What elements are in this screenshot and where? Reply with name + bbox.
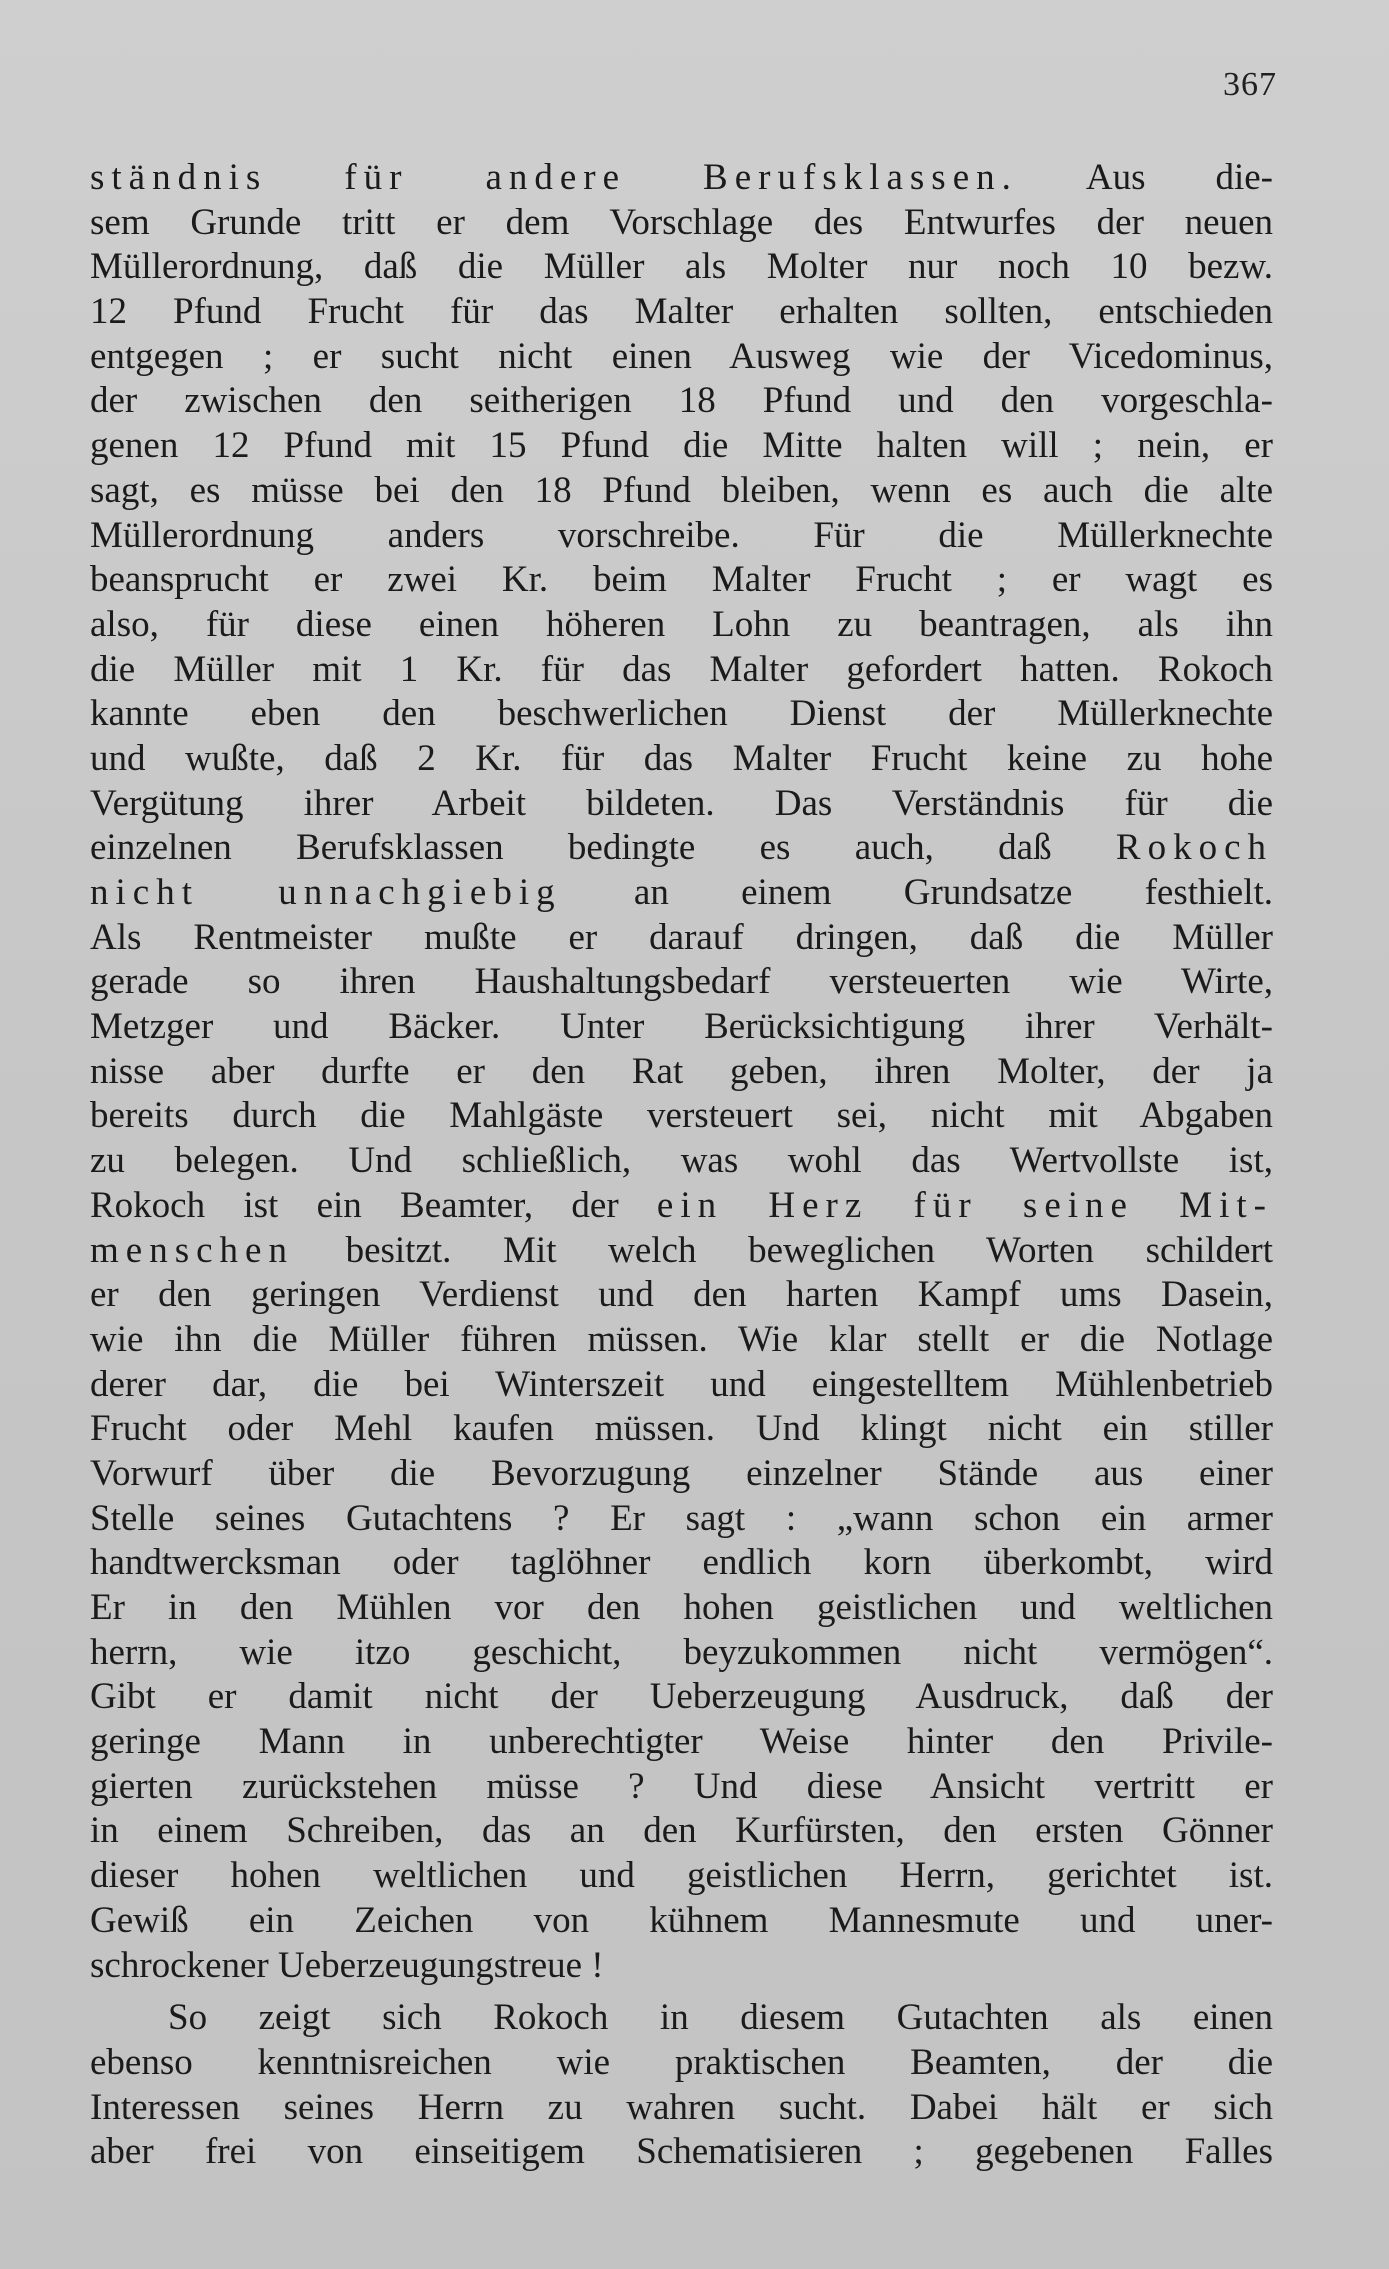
line-text: geringe Mann in unberechtigter Weise hinter den Privile- bbox=[90, 1721, 1273, 1763]
line-text: Vergütung ihrer Arbeit bildeten. Das Verständnis für die bbox=[90, 782, 1273, 824]
text-line bbox=[90, 1407, 1273, 1452]
line-text: Rokoch ist ein Beamter, der bbox=[90, 1184, 657, 1226]
line-text: Müllerordnung anders vorschreibe. Für die Müllerknechte bbox=[90, 514, 1273, 556]
text-line bbox=[90, 871, 1273, 916]
emphasized-spaced-text: ein Herz für seine Mit- bbox=[656, 1184, 1273, 1226]
line-text: er den geringen Verdienst und den harten Kampf ums Dasein, bbox=[90, 1274, 1273, 1316]
line-text: Als Rentmeister mußte er darauf dringen, daß die Müller bbox=[90, 916, 1273, 958]
emphasized-spaced-text: menschen bbox=[90, 1229, 294, 1271]
text-line bbox=[90, 1541, 1273, 1586]
line-text: kannte eben den beschwerlichen Dienst der Müllerknechte bbox=[90, 693, 1273, 735]
line-text: So zeigt sich Rokoch in diesem Gutachten als einen bbox=[168, 1997, 1273, 2039]
line-text: sem Grunde tritt er dem Vorschlage des Entwurfes der neuen bbox=[90, 201, 1273, 243]
line-text: die Müller mit 1 Kr. für das Malter gefordert hatten. Rokoch bbox=[90, 648, 1273, 690]
text-line bbox=[90, 648, 1273, 693]
text-line bbox=[90, 1050, 1273, 1095]
text-line bbox=[90, 1944, 1273, 1989]
line-text: zu belegen. Und schließlich, was wohl das Wertvollste ist, bbox=[90, 1140, 1273, 1182]
line-text: und wußte, daß 2 Kr. für das Malter Frucht keine zu hohe bbox=[90, 737, 1273, 779]
line-text: herrn, wie itzo geschicht, beyzukommen nicht vermögen“. bbox=[90, 1631, 1273, 1673]
line-text: Aus die- bbox=[1017, 157, 1273, 198]
text-line bbox=[90, 1139, 1273, 1184]
line-text: Metzger und Bäcker. Unter Berücksichtigung ihrer Verhält- bbox=[90, 1006, 1273, 1048]
paragraph-1 bbox=[90, 156, 1273, 1988]
text-line bbox=[90, 1631, 1273, 1676]
text-line bbox=[90, 335, 1273, 380]
paragraph-gap bbox=[90, 1988, 1273, 1996]
text-line bbox=[90, 826, 1273, 871]
line-text: ebenso kenntnisreichen wie praktischen Beamten, der die bbox=[90, 2041, 1273, 2083]
page-number: 367 bbox=[1223, 66, 1277, 103]
text-line bbox=[90, 1184, 1273, 1229]
text-line bbox=[90, 469, 1273, 514]
line-text: gierten zurückstehen müsse ? Und diese Ansicht vertritt er bbox=[90, 1765, 1273, 1807]
line-text: aber frei von einseitigem Schematisieren ; gegebenen Falles bbox=[90, 2131, 1273, 2173]
text-line bbox=[90, 960, 1273, 1005]
text-line bbox=[90, 1765, 1273, 1810]
line-text: beansprucht er zwei Kr. beim Malter Frucht ; er wagt es bbox=[90, 559, 1273, 601]
text-line bbox=[90, 1452, 1273, 1497]
line-text: 12 Pfund Frucht für das Malter erhalten sollten, entschieden bbox=[90, 291, 1273, 333]
line-text: dieser hohen weltlichen und geistlichen Herrn, gerichtet ist. bbox=[90, 1855, 1273, 1897]
line-text: Er in den Mühlen vor den hohen geistlichen und weltlichen bbox=[90, 1587, 1273, 1628]
text-line bbox=[90, 1675, 1273, 1720]
text-line bbox=[90, 737, 1273, 782]
line-text: derer dar, die bei Winterszeit und eingestelltem Mühlenbetrieb bbox=[90, 1363, 1273, 1405]
text-line bbox=[90, 1586, 1273, 1631]
text-line bbox=[90, 558, 1273, 603]
text-line bbox=[90, 245, 1273, 290]
text-line bbox=[90, 424, 1273, 469]
line-text: nisse aber durfte er den Rat geben, ihren Molter, der ja bbox=[90, 1050, 1273, 1092]
text-line bbox=[90, 1005, 1273, 1050]
text-line bbox=[90, 1899, 1273, 1944]
line-text: schrockener Ueberzeugungstreue ! bbox=[90, 1944, 604, 1986]
line-text: wie ihn die Müller führen müssen. Wie klar stellt er die Notlage bbox=[90, 1318, 1273, 1360]
text-line bbox=[90, 514, 1273, 559]
emphasized-spaced-text: Rokoch bbox=[1115, 827, 1273, 869]
text-line bbox=[90, 1854, 1273, 1899]
line-text: bereits durch die Mahlgäste versteuert sei, nicht mit Abgaben bbox=[90, 1095, 1273, 1137]
text-line bbox=[90, 916, 1273, 961]
line-text: genen 12 Pfund mit 15 Pfund die Mitte halten will ; nein, er bbox=[90, 425, 1273, 467]
text-line bbox=[90, 603, 1273, 648]
body-text bbox=[90, 156, 1273, 2175]
text-line bbox=[90, 782, 1273, 827]
text-line bbox=[90, 1996, 1273, 2041]
line-text: einzelnen Berufsklassen bedingte es auch, daß bbox=[90, 827, 1116, 869]
text-line bbox=[90, 379, 1273, 424]
text-line bbox=[90, 1720, 1273, 1765]
text-line bbox=[90, 1273, 1273, 1318]
line-text: an einem Grundsatze festhielt. bbox=[561, 872, 1273, 913]
text-line bbox=[90, 2041, 1273, 2086]
line-text: Müllerordnung, daß die Müller als Molter nur noch 10 bezw. bbox=[90, 246, 1273, 288]
line-text: entgegen ; er sucht nicht einen Ausweg wie der Vicedominus, bbox=[90, 335, 1273, 377]
text-line bbox=[90, 1094, 1273, 1139]
text-line bbox=[90, 1229, 1273, 1274]
text-line bbox=[90, 1363, 1273, 1408]
line-text: besitzt. Mit welch beweglichen Worten schildert bbox=[293, 1229, 1273, 1271]
line-text: Gewiß ein Zeichen von kühnem Mannesmute und uner- bbox=[90, 1899, 1273, 1941]
line-text: also, für diese einen höheren Lohn zu beantragen, als ihn bbox=[90, 603, 1273, 645]
text-line bbox=[90, 692, 1273, 737]
line-text: Stelle seines Gutachtens ? Er sagt : „wann schon ein armer bbox=[90, 1497, 1273, 1539]
text-line bbox=[90, 156, 1273, 201]
line-text: Interessen seines Herrn zu wahren sucht. Dabei hält er sich bbox=[90, 2086, 1273, 2128]
line-text: handtwercksman oder taglöhner endlich korn überkombt, wird bbox=[90, 1542, 1273, 1584]
text-line bbox=[90, 1809, 1273, 1854]
text-line bbox=[90, 201, 1273, 246]
text-line bbox=[90, 1318, 1273, 1363]
text-line bbox=[90, 2086, 1273, 2131]
line-text: der zwischen den seitherigen 18 Pfund und den vorgeschla- bbox=[90, 380, 1273, 422]
line-text: sagt, es müsse bei den 18 Pfund bleiben, wenn es auch die alte bbox=[90, 469, 1273, 511]
line-text: gerade so ihren Haushaltungsbedarf versteuerten wie Wirte, bbox=[90, 961, 1273, 1003]
text-line bbox=[90, 1497, 1273, 1542]
paragraph-2 bbox=[90, 1996, 1273, 2175]
line-text: Frucht oder Mehl kaufen müssen. Und klingt nicht ein stiller bbox=[90, 1408, 1273, 1450]
text-line bbox=[90, 2130, 1273, 2175]
line-text: in einem Schreiben, das an den Kurfürsten, den ersten Gönner bbox=[90, 1810, 1273, 1852]
line-text: Gibt er damit nicht der Ueberzeugung Ausdruck, daß der bbox=[90, 1676, 1273, 1718]
emphasized-spaced-text: nicht unnachgiebig bbox=[90, 872, 562, 913]
line-text: Vorwurf über die Bevorzugung einzelner Stände aus einer bbox=[90, 1452, 1273, 1494]
text-line bbox=[90, 290, 1273, 335]
emphasized-spaced-text: ständnis für andere Berufsklassen. bbox=[90, 157, 1018, 198]
